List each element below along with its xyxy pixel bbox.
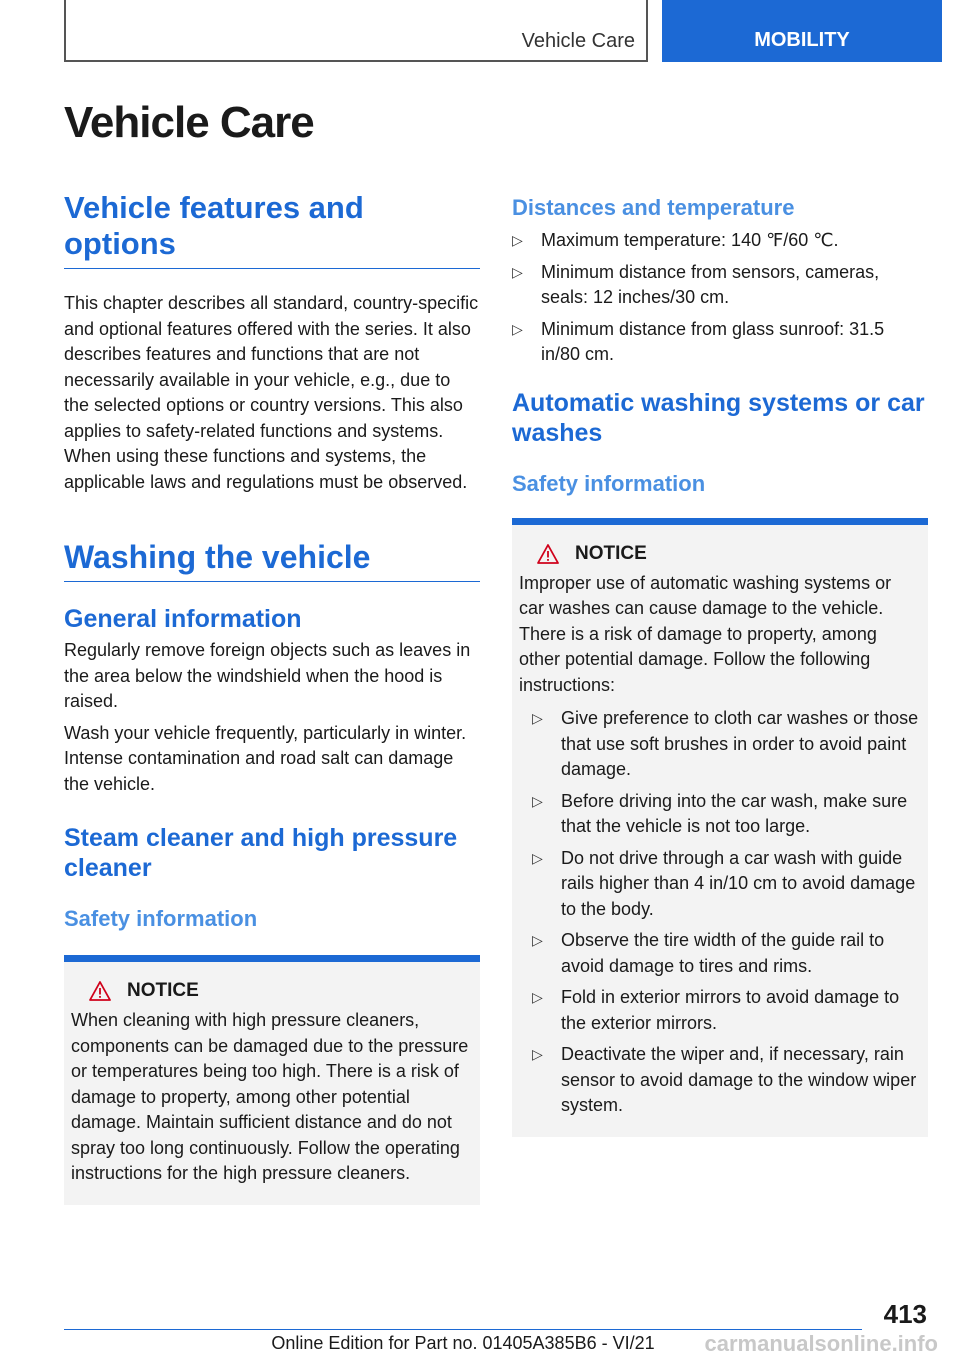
- list-item: ▷ Minimum distance from sensors, cameras, seals: 12 inches/30 cm.: [512, 261, 880, 307]
- notice-text: Improper use of automatic washing systems or car washes can cause damage to the vehicle. There is a risk of damage to property, among other potential damage. Follow the following instructions:: [519, 572, 892, 695]
- general-info-p1: Regularly remove foreign objects such as leaves in the area below the windshield when the hood is raised.: [64, 640, 471, 711]
- safety-info-heading-left: Safety information: [64, 906, 258, 931]
- general-info-p2: Wash your vehicle frequently, particularly in winter. Intense contamination and road salt can damage the vehicle.: [64, 722, 467, 794]
- auto-wash-heading: Automatic washing systems or car washes: [512, 388, 925, 447]
- list-item: ▷ Give preference to cloth car washes or those that use soft brushes in order to avoid paint damage.: [532, 708, 919, 779]
- notice-text: When cleaning with high pressure cleaners, components can be damaged due to the pressure or temperatures being too high. There is a risk of damage to property, among other potential damage. Maintain sufficient distance and do not spray too long continuously. Follow the operating instructions for the high pressure cleaners.: [71, 1010, 469, 1183]
- list-item: ▷ Do not drive through a car wash with guide rails higher than 4 in/10 cm to avoid damage to the body.: [532, 847, 916, 919]
- warning-triangle-icon: [537, 544, 559, 564]
- features-text: This chapter describes all standard, country-specific and optional features offered with the series. It also describes features and functions that are not necessarily available in your vehicle, e.g., due to the selected options or country versions. This also applies to safety-related functions and systems. When using these functions and systems, the applicable laws and regulations must be observed.: [64, 293, 479, 492]
- safety-info-heading-right: Safety information: [512, 470, 706, 496]
- right-column: [512, 190, 928, 1137]
- notice-label: NOTICE: [127, 980, 199, 1001]
- page-number: 413: [883, 1299, 927, 1329]
- triangle-bullet-icon: ▷: [532, 932, 543, 948]
- triangle-bullet-icon: ▷: [512, 232, 523, 248]
- notice-box-right: [512, 518, 928, 1137]
- warning-triangle-icon: [89, 981, 111, 1001]
- features-heading: Vehicle features and options: [64, 190, 480, 269]
- notice-header: [519, 543, 921, 565]
- triangle-bullet-icon: ▷: [512, 263, 523, 280]
- triangle-bullet-icon: ▷: [532, 989, 543, 1005]
- steam-cleaner-heading: Steam cleaner and high pressure cleaner: [64, 824, 458, 882]
- triangle-bullet-icon: ▷: [532, 1046, 543, 1062]
- page-title: Vehicle Care: [64, 98, 314, 147]
- distances-heading: Distances and temperature: [512, 195, 795, 220]
- watermark: carmanualsonline.info: [704, 1331, 938, 1356]
- list-item: ▷ Minimum distance from glass sunroof: 31.5 in/80 cm.: [512, 318, 885, 364]
- header-chapter-tab[interactable]: MOBILITY: [662, 0, 942, 62]
- notice-box-left: [64, 955, 480, 1205]
- triangle-bullet-icon: ▷: [512, 320, 523, 337]
- notice-instructions-list: [519, 706, 921, 1119]
- washing-heading: Washing the vehicle: [64, 539, 480, 582]
- triangle-bullet-icon: ▷: [532, 710, 543, 726]
- left-column: [64, 190, 480, 1205]
- list-item: ▷ Maximum temperature: 140 ℉/60 ℃.: [512, 228, 928, 254]
- header-section-title: Vehicle Care: [521, 30, 635, 52]
- notice-label: NOTICE: [575, 542, 647, 564]
- general-info-heading: General information: [64, 605, 302, 633]
- notice-header: [71, 980, 473, 1002]
- list-item: ▷ Before driving into the car wash, make sure that the vehicle is not too large.: [532, 790, 908, 836]
- list-item: ▷ Observe the tire width of the guide rail to avoid damage to tires and rims.: [532, 930, 885, 976]
- list-item: ▷ Fold in exterior mirrors to avoid damage to the exterior mirrors.: [532, 987, 900, 1033]
- footer-edition: Online Edition for Part no. 01405A385B6 - VI/21: [271, 1333, 655, 1353]
- distances-list: [512, 228, 928, 368]
- triangle-bullet-icon: ▷: [532, 849, 543, 866]
- footer-divider: [64, 1329, 862, 1330]
- list-item: ▷ Deactivate the wiper and, if necessary, rain sensor to avoid damage to the window wiper system.: [532, 1044, 917, 1115]
- triangle-bullet-icon: ▷: [532, 792, 543, 809]
